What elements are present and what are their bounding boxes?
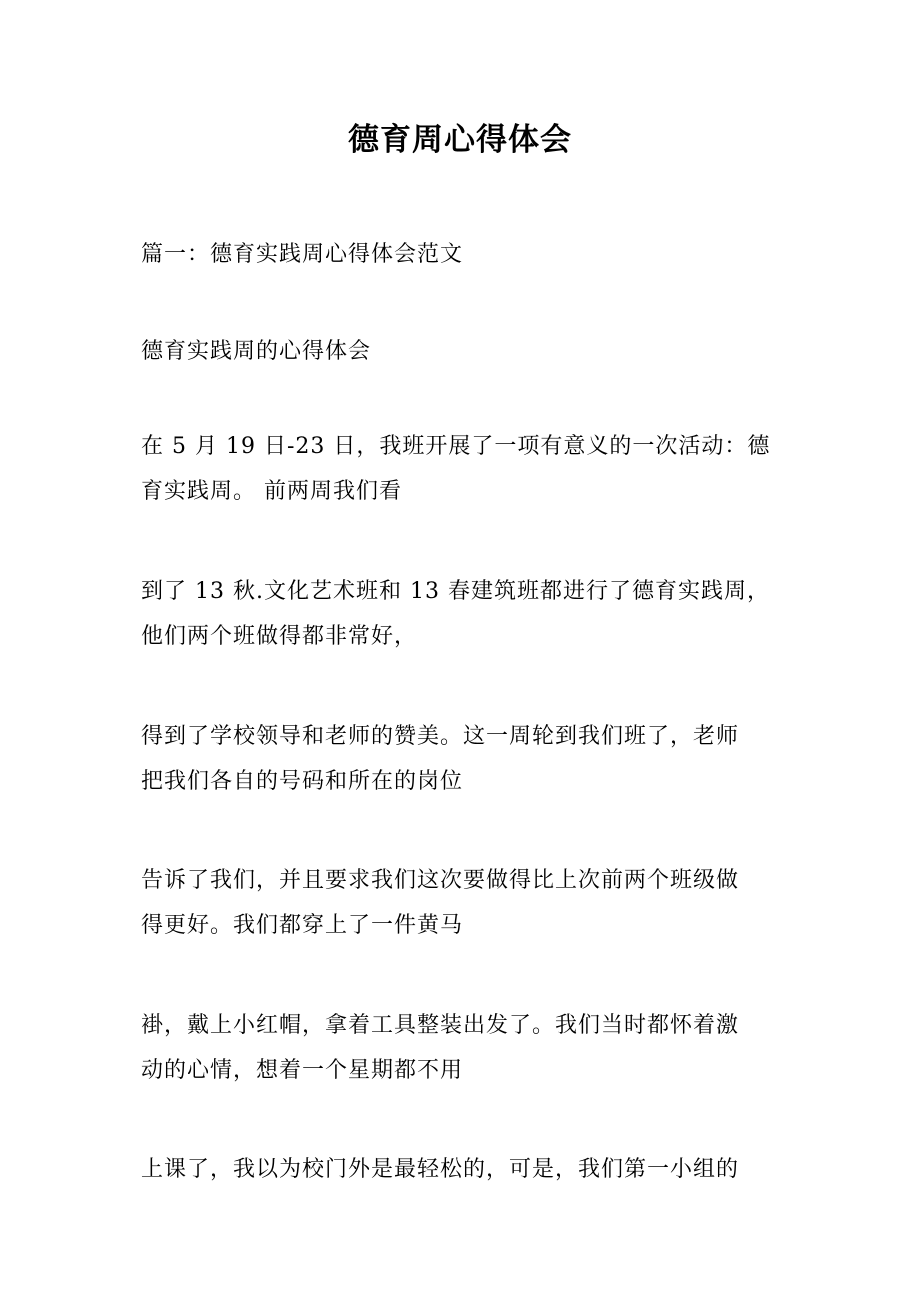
paragraph-8 bbox=[141, 1147, 791, 1192]
paragraph-line: 褂，戴上小红帽，拿着工具整装出发了。我们当时都怀着激 bbox=[141, 1013, 740, 1038]
document-title: 德育周心得体会 bbox=[348, 122, 572, 158]
paragraph-line: 告诉了我们，并且要求我们这次要做得比上次前两个班级做 bbox=[141, 868, 740, 893]
paragraph-line: 德育实践周的心得体会 bbox=[141, 339, 372, 364]
paragraph-line: 育实践周。 前两周我们看 bbox=[141, 479, 402, 504]
paragraph-line: 动的心情，想着一个星期都不用 bbox=[141, 1058, 464, 1083]
paragraph-3 bbox=[141, 424, 791, 514]
paragraph-line: 上课了，我以为校门外是最轻松的，可是，我们第一小组的 bbox=[141, 1157, 740, 1182]
paragraph-7 bbox=[141, 1003, 791, 1093]
paragraph-line: 他们两个班做得都非常好， bbox=[141, 624, 418, 649]
paragraph-4 bbox=[141, 569, 791, 659]
paragraph-5 bbox=[141, 714, 791, 804]
paragraph-2 bbox=[141, 329, 791, 374]
paragraph-line: 篇一：德育实践周心得体会范文 bbox=[141, 242, 464, 267]
paragraph-line: 把我们各自的号码和所在的岗位 bbox=[141, 769, 464, 794]
paragraph-line: 得到了学校领导和老师的赞美。这一周轮到我们班了，老师 bbox=[141, 724, 740, 749]
paragraph-line: 到了 13 秋.文化艺术班和 13 春建筑班都进行了德育实践周， bbox=[141, 579, 770, 604]
paragraph-line: 在 5 月 19 日-23 日，我班开展了一项有意义的一次活动：德 bbox=[141, 434, 771, 459]
paragraph-6 bbox=[141, 858, 791, 948]
paragraph-1 bbox=[141, 232, 791, 277]
paragraph-line: 得更好。我们都穿上了一件黄马 bbox=[141, 913, 464, 938]
